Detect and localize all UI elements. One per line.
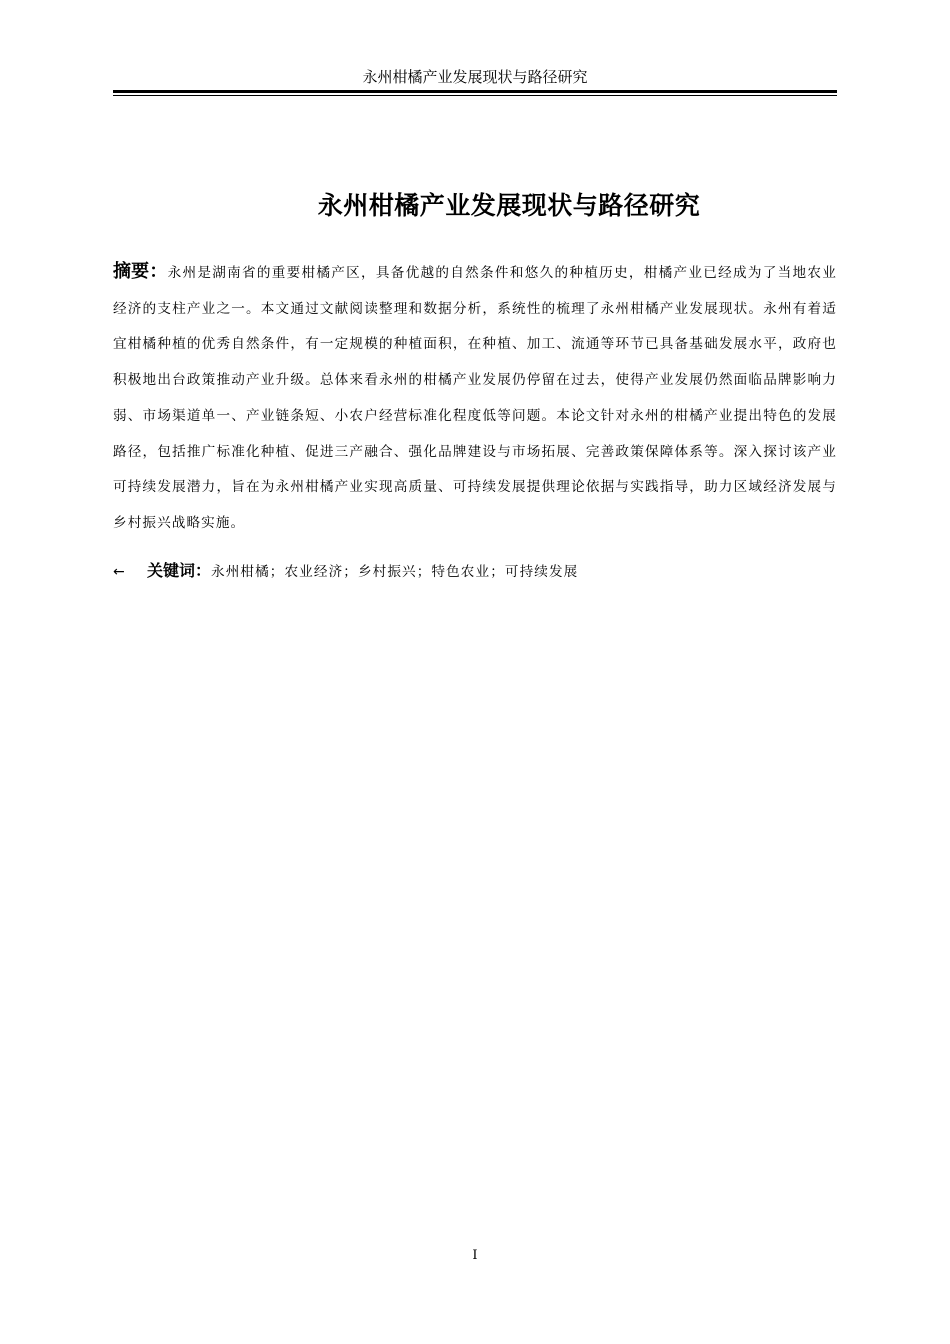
header-rule-thick — [113, 90, 837, 93]
keywords-label: 关键词： — [147, 561, 212, 580]
abstract-label: 摘要： — [113, 261, 168, 282]
header-rule-thin — [113, 95, 837, 96]
keywords-line — [113, 556, 837, 587]
page-number: I — [472, 1248, 478, 1263]
abstract-paragraph — [113, 254, 837, 542]
abstract-text: 永州是湖南省的重要柑橘产区，具备优越的自然条件和悠久的种植历史，柑橘产业已经成为了当地农业经济的支柱产业之一。本文通过文献阅读整理和数据分析，系统性的梳理了永州柑橘产业发展现状。永州有着适宜柑橘种植的优秀自然条件，有一定规模的种植面积，在种植、加工、流通等环节已具备基础发展水平，政府也积极地出台政策推动产业升级。总体来看永州的柑橘产业发展仍停留在过去，使得产业发展仍然面临品牌影响力弱、市场渠道单一、产业链条短、小农户经营标准化程度低等问题。本论文针对永州的柑橘产业提出特色的发展路径，包括推广标准化种植、促进三产融合、强化品牌建设与市场拓展、完善政策保障体系等。深入探讨该产业可持续发展潜力，旨在为永州柑橘产业实现高质量、可持续发展提供理论依据与实践指导，助力区域经济发展与乡村振兴战略实施。 — [113, 265, 837, 531]
document-title: 永州柑橘产业发展现状与路径研究 — [317, 191, 701, 220]
return-arrow-icon: ← — [113, 564, 125, 580]
running-header: 永州柑橘产业发展现状与路径研究 — [362, 68, 588, 86]
keywords-text: 永州柑橘；农业经济；乡村振兴；特色农业；可持续发展 — [211, 564, 579, 580]
